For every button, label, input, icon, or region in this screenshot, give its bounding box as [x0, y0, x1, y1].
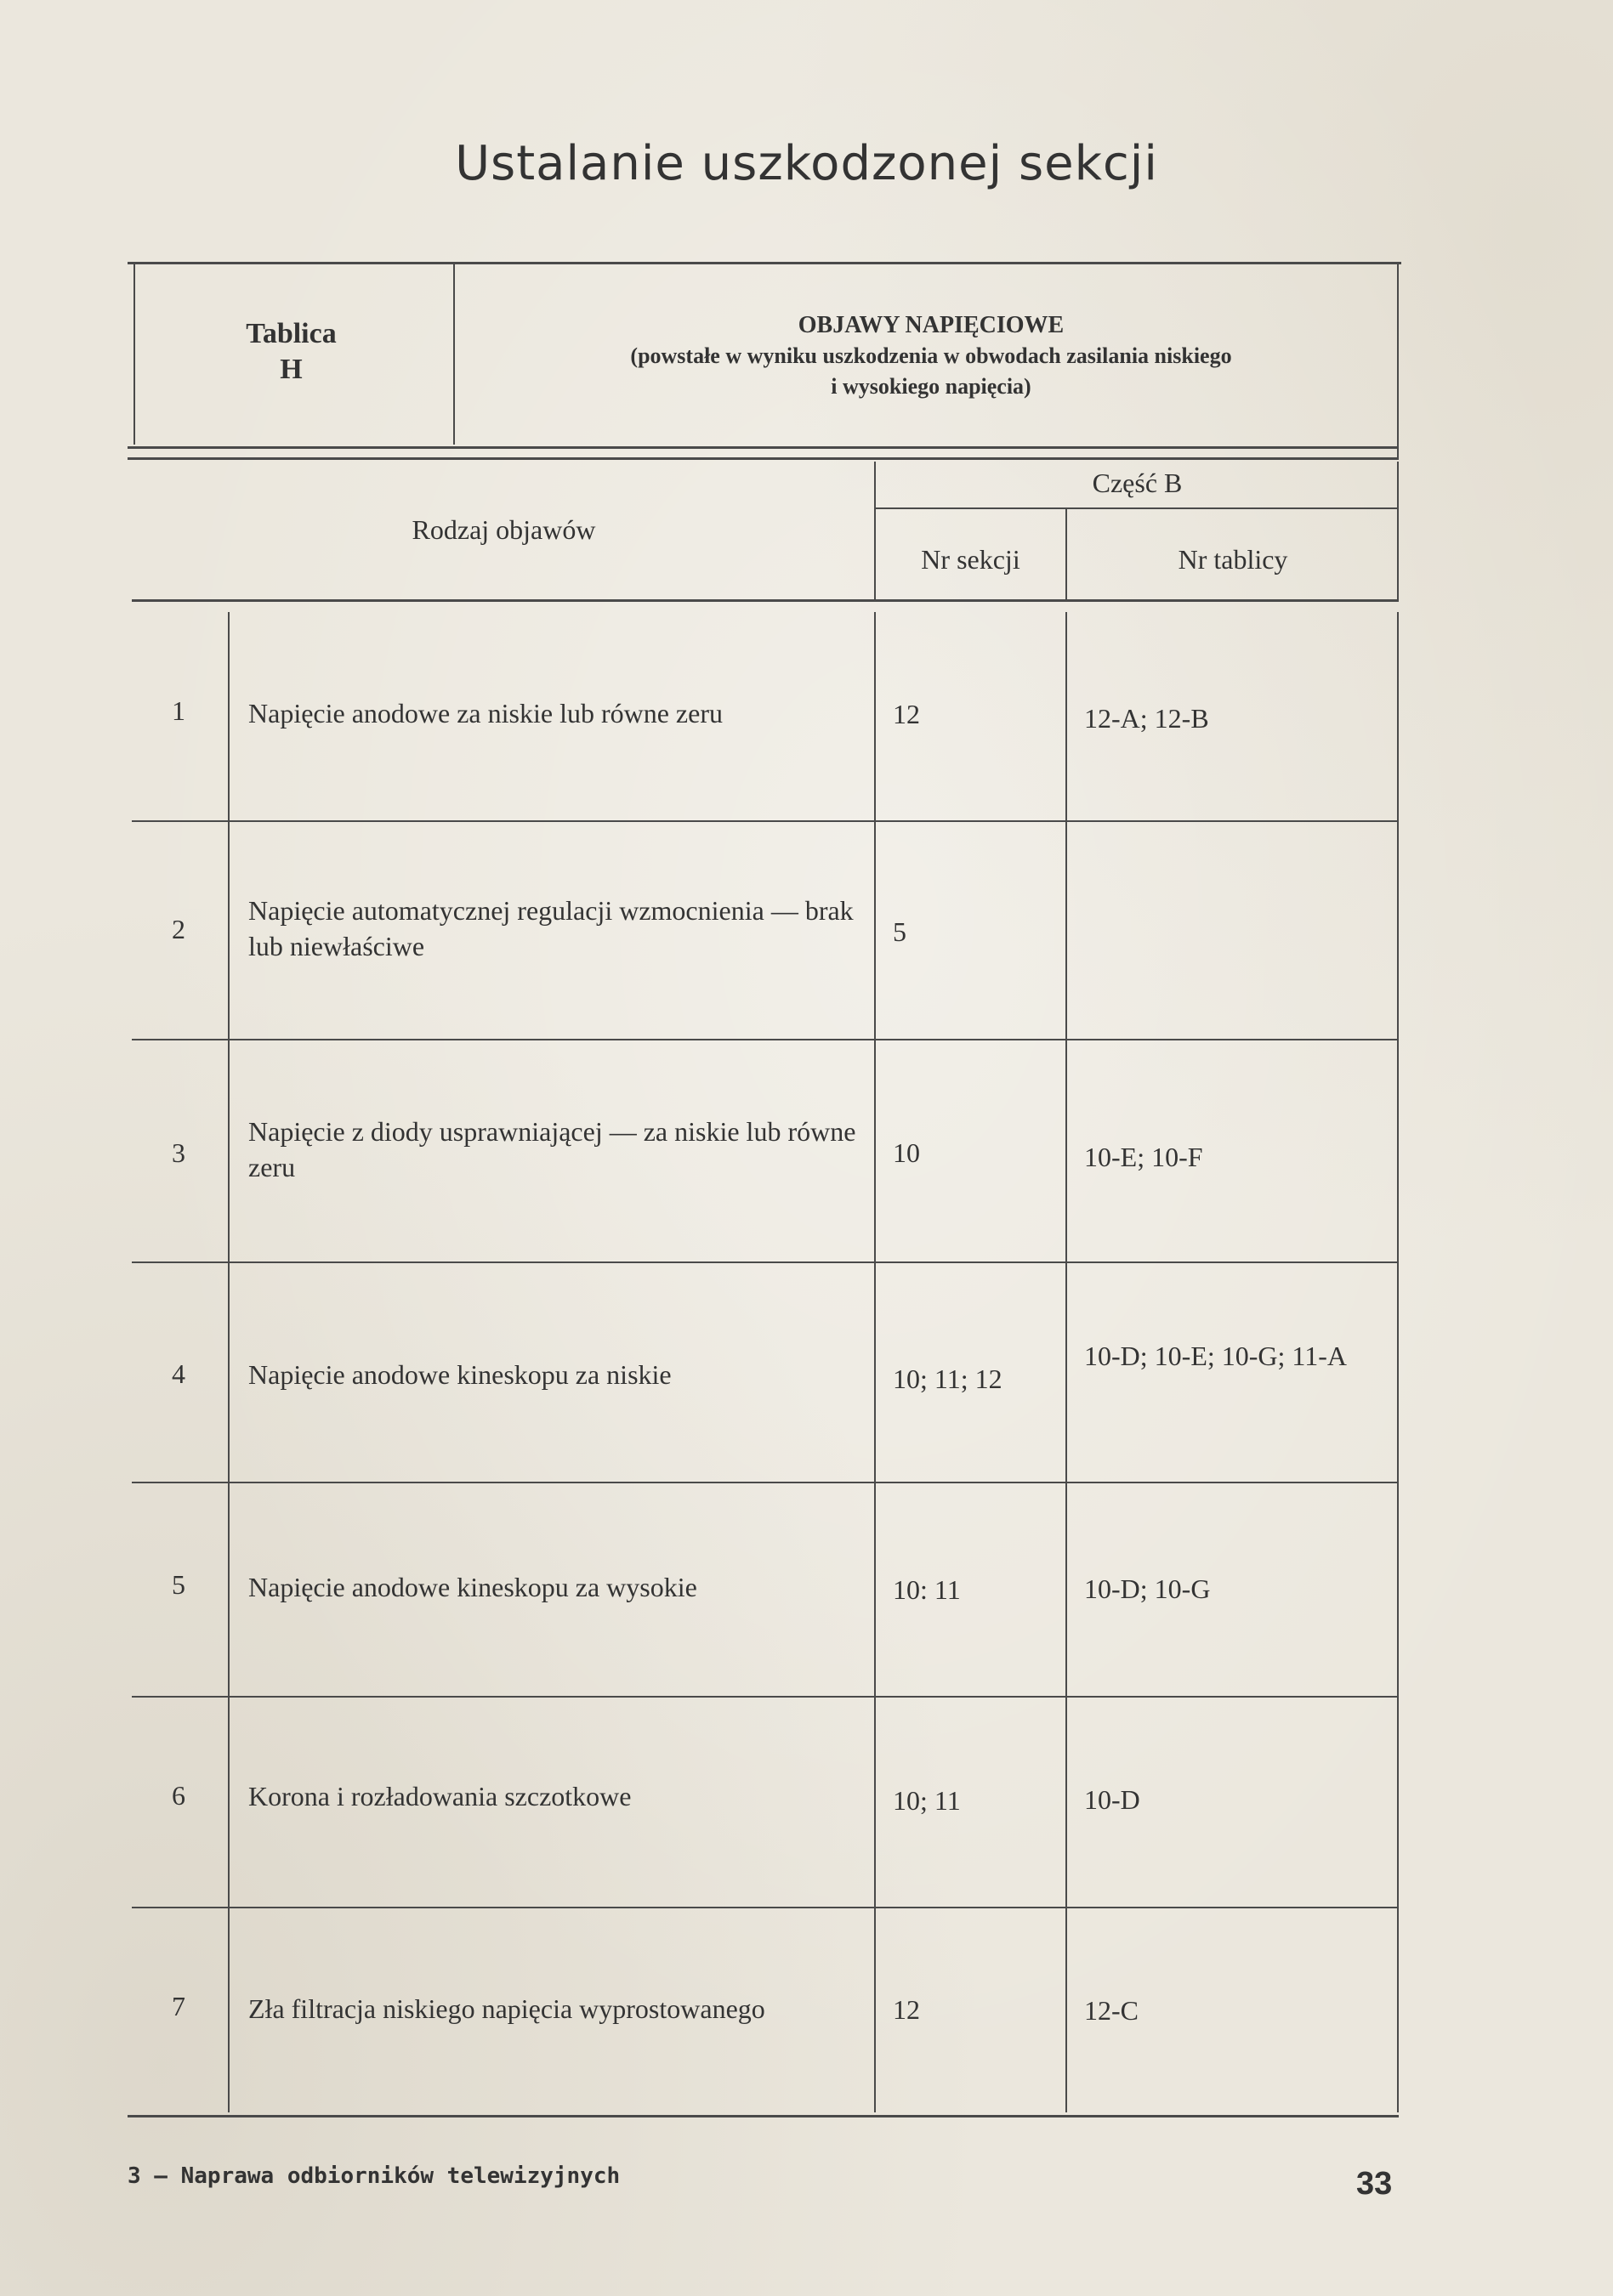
footer-book-title: 3 — Naprawa odbiorników telewizyjnych — [128, 2163, 621, 2189]
body-rule-tablica — [1065, 612, 1067, 2112]
tablica-letter: H — [280, 354, 303, 385]
row-description: Korona i rozładowania szczotkowe — [248, 1781, 632, 1811]
row-nr-sekcji: 12 — [893, 699, 920, 729]
objawy-subtitle-1: (powstałe w wyniku uszkodzenia w obwodach zasilania niskiego — [630, 343, 1232, 368]
row-separator — [132, 820, 1399, 822]
row-nr-sekcji: 10; 11; 12 — [893, 1363, 1002, 1394]
nr-sekcji-header: Nr sekcji — [921, 544, 1020, 575]
row-nr-tablicy: 10-D — [1084, 1784, 1140, 1815]
row-nr-tablicy: 12-C — [1084, 1995, 1139, 2026]
row-nr-tablicy: 10-E; 10-F — [1084, 1142, 1203, 1172]
row-description: Napięcie automatycznej regulacji wzmocnienia — brak lub niewłaściwe — [248, 895, 854, 961]
row-description: Napięcie z diody usprawniającej — za niskie lub równe zeru — [248, 1116, 856, 1182]
body-rule-right — [1397, 612, 1399, 2112]
row-separator — [132, 1482, 1399, 1483]
page-number: 33 — [1356, 2166, 1393, 2202]
rodzaj-objawow-header: Rodzaj objawów — [412, 514, 596, 545]
header-bottom-rule — [128, 446, 1399, 449]
page-title: Ustalanie uszkodzonej sekcji — [455, 136, 1158, 191]
czesc-underline — [876, 507, 1399, 509]
row-number: 6 — [172, 1780, 185, 1811]
row-description: Napięcie anodowe kineskopu za wysokie — [248, 1572, 697, 1602]
row-nr-sekcji: 10 — [893, 1137, 920, 1168]
table-bottom-rule — [128, 2115, 1399, 2117]
row-separator — [132, 1039, 1399, 1040]
row-nr-tablicy: 10-D; 10-G — [1084, 1573, 1211, 1604]
row-number: 2 — [172, 914, 185, 944]
header-bottom-rule-2 — [128, 457, 1399, 460]
row-number: 5 — [172, 1569, 185, 1600]
czesc-b-header: Część B — [1092, 468, 1183, 498]
row-separator — [132, 1261, 1399, 1263]
row-nr-tablicy: 10-D; 10-E; 10-G; 11-A — [1084, 1341, 1347, 1371]
objawy-subtitle-2: i wysokiego napięcia) — [831, 374, 1031, 399]
row-separator — [132, 1907, 1399, 1908]
row-nr-sekcji: 12 — [893, 1994, 920, 2025]
tablica-label — [128, 316, 455, 388]
body-rule-sekcja — [874, 612, 876, 2112]
row-description: Napięcie anodowe za niskie lub równe zeru — [248, 698, 723, 728]
nr-tablicy-header: Nr tablicy — [1178, 544, 1288, 575]
row-description: Napięcie anodowe kineskopu za niskie — [248, 1359, 672, 1390]
objawy-title: OBJAWY NAPIĘCIOWE — [798, 312, 1065, 338]
row-nr-sekcji: 10; 11 — [893, 1785, 961, 1816]
row-number: 4 — [172, 1358, 185, 1389]
row-nr-sekcji: 5 — [893, 916, 906, 947]
tablica-word: Tablica — [246, 318, 337, 349]
header-top-rule — [128, 262, 1401, 264]
row-number: 7 — [172, 1991, 185, 2021]
body-rule-num — [228, 612, 230, 2112]
row-description: Zła filtracja niskiego napięcia wyprostowanego — [248, 1993, 765, 2024]
row-number: 1 — [172, 695, 185, 726]
row-nr-tablicy: 12-A; 12-B — [1084, 703, 1209, 734]
colhead-bottom-rule — [132, 599, 1399, 602]
row-nr-sekcji: 10: 11 — [893, 1574, 961, 1605]
row-separator — [132, 1696, 1399, 1698]
row-number: 3 — [172, 1137, 185, 1168]
objawy-heading — [463, 310, 1399, 402]
